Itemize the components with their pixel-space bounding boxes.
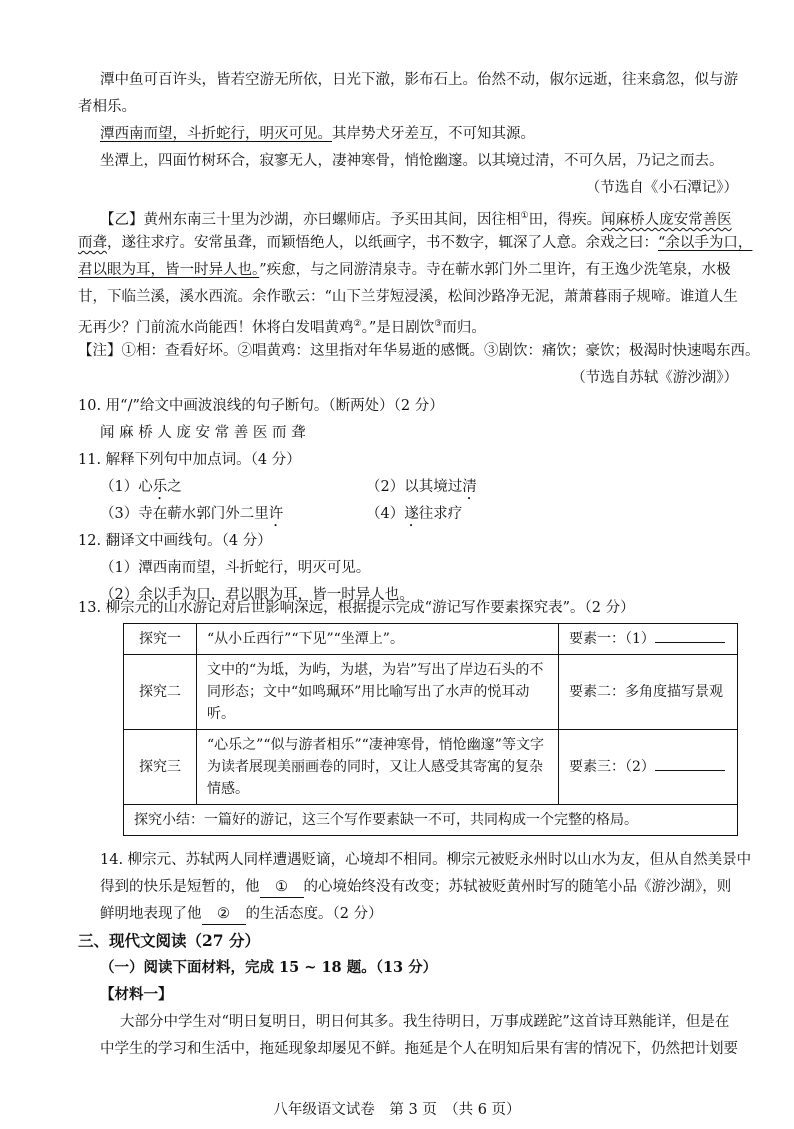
answer-blank-1[interactable]: ① <box>260 877 304 898</box>
answer-blank[interactable] <box>655 756 725 771</box>
note-marker: ③ <box>434 319 443 329</box>
underlined-sentence-2: 君以眼为耳，皆一时异人也。 <box>78 262 260 278</box>
table-cell: 探究二 <box>124 655 197 730</box>
passage-a-text: 其岸势犬牙差互，不可知其源。 <box>332 126 535 142</box>
item-text: （2）以其境过 <box>366 479 463 495</box>
question-text: 得到的快乐是短暂的，他 <box>100 879 260 895</box>
passage-b-notes: 【注】①相：查看好坏。②唱黄鸡：这里指对年华易逝的感慨。③剧饮：痛饮；豪饮；极渴时快速喝东西。 <box>78 343 760 359</box>
question-text: 的生活态度。（2 分） <box>245 906 383 922</box>
table-cell: 文中的“为坻，为屿，为堪，为岩”写出了岸边石头的不同形态；文中“如鸣珮环”用比喻写出了水声的悦耳动听。 <box>197 655 559 730</box>
material-one-label: 【材料一】 <box>100 986 173 1003</box>
section-3-heading: 三、现代文阅读（27 分） <box>78 931 260 950</box>
item-text: 之 <box>167 479 182 495</box>
material-line2: 中学生的学习和生活中，拖延现象却屡见不鲜。拖延是个人在明知后果有害的情况下，仍然把计划要 <box>100 1041 738 1057</box>
passage-b-text: 田，得疾。 <box>528 211 602 228</box>
passage-b-line5 <box>78 314 486 338</box>
item-text: （4） <box>366 506 405 522</box>
passage-b-line2 <box>78 233 752 253</box>
table-cell: 要素二：多角度描写景观 <box>559 655 738 730</box>
underlined-sentence-2: “余以手为口， <box>658 235 753 251</box>
question-14-line3 <box>100 904 383 925</box>
item-text: （1）心 <box>100 479 153 495</box>
page-footer: 八年级语文试卷 第 3 页 （共 6 页） <box>273 1102 521 1118</box>
question-11: 11. 解释下列句中加点词。（4 分） <box>78 452 301 468</box>
question-10: 10. 用“/”给文中画波浪线的句子断句。（断两处）（2 分） <box>78 398 444 414</box>
note-marker: ① <box>520 211 529 221</box>
wavy-sentence: 而聋 <box>78 235 107 251</box>
passage-b-line1 <box>100 206 732 230</box>
table-cell: 探究一 <box>124 624 197 655</box>
passage-b-source: （节选自苏轼《游沙湖》） <box>571 370 738 386</box>
question-11-item3 <box>100 504 283 530</box>
passage-a-line4: 坐潭上，四面竹树环合，寂寥无人，凄神寒骨，悄怆幽邃。以其境过清，不可久居，乃记之而去。 <box>100 153 724 169</box>
dotted-word: 乐 <box>152 479 168 495</box>
underlined-sentence-1: 潭西南而望，斗折蛇行，明灭可见。 <box>100 126 332 142</box>
answer-blank[interactable] <box>655 628 725 643</box>
passage-b-text: 【乙】黄州东南三十里为沙湖，亦曰螺师店。予买田其间，因往相 <box>100 211 521 228</box>
question-13: 13. 柳宗元的山水游记对后世影响深远，根据提示完成“游记写作要素探究表”。（2 分） <box>78 600 635 616</box>
question-11-item4 <box>366 504 462 530</box>
table-cell: “心乐之”“似与游者相乐”“凄神寒骨，悄怆幽邃”等文字为读者展现美丽画卷的同时，又让人感受其寄寓的复杂情感。 <box>197 730 559 805</box>
dotted-word: 遂 <box>404 506 419 522</box>
question-text: 的心境始终没有改变；苏轼被贬黄州时写的随笔小品《游沙湖》，则 <box>303 879 732 895</box>
passage-b-text: 。”是日剧饮 <box>361 319 435 336</box>
question-12-item2: （2）余以手为口，君以眼为耳，皆一时异人也。 <box>100 587 414 603</box>
question-12: 12. 翻译文中画线句。（4 分） <box>78 533 272 549</box>
section-3-subheading: （一）阅读下面材料，完成 15 ~ 18 题。（13 分） <box>100 959 438 976</box>
question-11-item2 <box>366 477 477 503</box>
question-14-line2 <box>100 877 731 898</box>
question-11-item1 <box>100 477 182 503</box>
passage-b-text: 无再少？门前流水尚能西！休将白发唱黄鸡 <box>78 319 354 336</box>
exploration-table <box>123 623 738 836</box>
question-14-line1: 14. 柳宗元、苏轼两人同样遭遇贬谪，心境却不相同。柳宗元被贬永州时以山水为友，但从自然美景中 <box>100 852 752 868</box>
table-cell: 探究三 <box>124 730 197 805</box>
table-row <box>124 624 738 655</box>
passage-a-source: （节选自《小石潭记》） <box>585 180 738 196</box>
question-12-item1: （1）潭西南而望，斗折蛇行，明灭可见。 <box>100 560 371 576</box>
item-text: （3）寺在蕲水郭门外二里 <box>100 506 269 522</box>
table-row <box>124 655 738 730</box>
table-row <box>124 730 738 805</box>
element-label: 要素三：（2） <box>569 759 655 775</box>
passage-b-line3 <box>78 260 731 280</box>
passage-b-text: 而归。 <box>442 319 486 336</box>
table-cell <box>559 730 738 805</box>
passage-b-text: ，遂往求疗。安常虽聋，而颖悟绝人，以纸画字，书不数字，辄深了人意。余戏之曰： <box>107 235 658 251</box>
answer-blank-2[interactable]: ② <box>202 904 246 925</box>
passage-a-line1: 潭中鱼可百许头，皆若空游无所依，日光下澈，影布石上。佁然不动，俶尔远逝，往来翕忽，似与游 <box>100 72 738 88</box>
question-10-sentence: 闻 麻 桥 人 庞 安 常 善 医 而 聋 <box>100 425 306 441</box>
table-row <box>124 805 738 836</box>
wavy-sentence: 闻麻桥人庞安常善医 <box>601 211 732 228</box>
table-summary: 探究小结：一篇好的游记，这三个写作要素缺一不可，共同构成一个完整的格局。 <box>124 805 738 836</box>
note-marker: ② <box>353 319 362 329</box>
material-line1: 大部分中学生对“明日复明日，明日何其多。我生待明日，万事成蹉跎”这首诗耳熟能详，但是在 <box>120 1014 730 1030</box>
table-cell <box>559 624 738 655</box>
element-label: 要素一：（1） <box>569 631 655 647</box>
item-text: 往求疗 <box>418 506 463 522</box>
passage-b-text: ”疾愈，与之同游清泉寺。寺在蕲水郭门外二里许，有王逸少洗笔泉，水极 <box>259 262 731 278</box>
dotted-word: 清 <box>462 479 477 495</box>
dotted-word: 许 <box>268 506 284 522</box>
passage-b-line4: 甘，下临兰溪，溪水西流。余作歌云：“山下兰芽短浸溪，松间沙路净无泥，萧萧暮雨子规啼。谁道人生 <box>78 289 738 305</box>
passage-a-line3 <box>100 124 535 144</box>
passage-a-line2: 者相乐。 <box>78 99 136 115</box>
question-text: 鲜明地表现了他 <box>100 906 202 922</box>
table-cell: “从小丘西行”“下见”“坐潭上”。 <box>197 624 559 655</box>
